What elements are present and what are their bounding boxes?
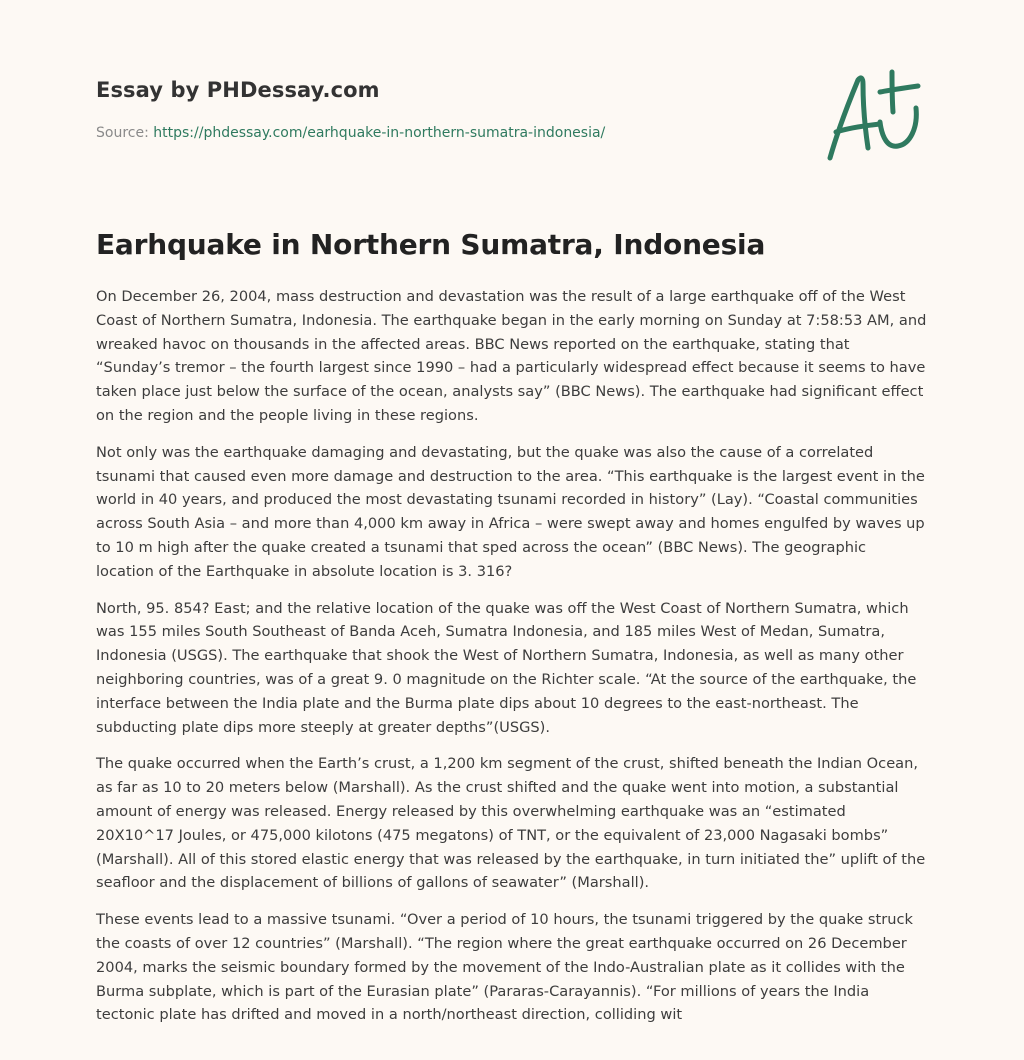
essay-title: Earhquake in Northern Sumatra, Indonesia bbox=[96, 228, 766, 261]
essay-paragraph: On December 26, 2004, mass destruction and devastation was the result of a large earthquake off of the West Coast of Northern Sumatra, Indonesia. The earthquake began in the early morning on Sunday at 7:58:53 AM, and wreaked havoc on thousands in the affected areas. BBC News reported on the earthquake, stating that “Sunday’s tremor – the fourth largest since 1990 – had a particularly widespread effect because it seems to have taken place just below the surface of the ocean, analysts say” (BBC News). The earthquake had significant effect on the region and the people living in these regions. bbox=[96, 288, 927, 424]
source-link[interactable]: https://phdessay.com/earhquake-in-northern-sumatra-indonesia/ bbox=[153, 125, 606, 141]
essay-paragraph: Not only was the earthquake damaging and devastating, but the quake was also the cause of a correlated tsunami that caused even more damage and destruction to the area. “This earthquake is the largest event in the world in 40 years, and produced the most devastating tsunami recorded in history” (Lay). “Coastal communities across South Asia – and more than 4,000 km away in Africa – were swept away and homes engulfed by waves up to 10 m high after the quake created a tsunami that sped across the ocean” (BBC News). The geographic location of the Earthquake in absolute location is 3. 316? bbox=[96, 443, 925, 580]
source-label: Source: bbox=[96, 125, 154, 141]
site-brand: Essay by PHDessay.com bbox=[96, 78, 380, 102]
essay-paragraph: These events lead to a massive tsunami. “Over a period of 10 hours, the tsunami triggered by the quake struck the coasts of over 12 countries” (Marshall). “The region where the great earthquake occurred on 26 December 2004, marks the seismic boundary formed by the movement of the Indo-Australian plate as it collides with the Burma subplate, which is part of the Eurasian plate” (Pararas-Carayannis). “For millions of years the India tectonic plate has drifted and moved in a north/northeast direction, colliding wit bbox=[96, 911, 913, 1024]
a-plus-logo-icon bbox=[822, 66, 928, 166]
source-line bbox=[96, 123, 796, 143]
essay-paragraph: North, 95. 854? East; and the relative location of the quake was off the West Coast of Northern Sumatra, which was 155 miles South Southeast of Banda Aceh, Sumatra Indonesia, and 185 miles West of Medan, Sumatra, Indonesia (USGS). The earthquake that shook the West of Northern Sumatra, Indonesia, as well as many other neighboring countries, was of a great 9. 0 magnitude on the Richter scale. “At the source of the earthquake, the interface between the India plate and the Burma plate dips about 10 degrees to the east-northeast. The subducting plate dips more steeply at greater depths”(USGS). bbox=[96, 599, 917, 736]
essay-paragraph: The quake occurred when the Earth’s crust, a 1,200 km segment of the crust, shifted beneath the Indian Ocean, as far as 10 to 20 meters below (Marshall). As the crust shifted and the quake went into motion, a substantial amount of energy was released. Energy released by this overwhelming earthquake was an “estimated 20X10^17 Joules, or 475,000 kilotons (475 megatons) of TNT, or the equivalent of 23,000 Nagasaki bombs” (Marshall). All of this stored elastic energy that was released by the earthquake, in turn initiated the” uplift of the seafloor and the displacement of billions of gallons of seawater” (Marshall). bbox=[96, 755, 926, 892]
page-header bbox=[96, 76, 796, 143]
essay-body bbox=[96, 285, 928, 1040]
